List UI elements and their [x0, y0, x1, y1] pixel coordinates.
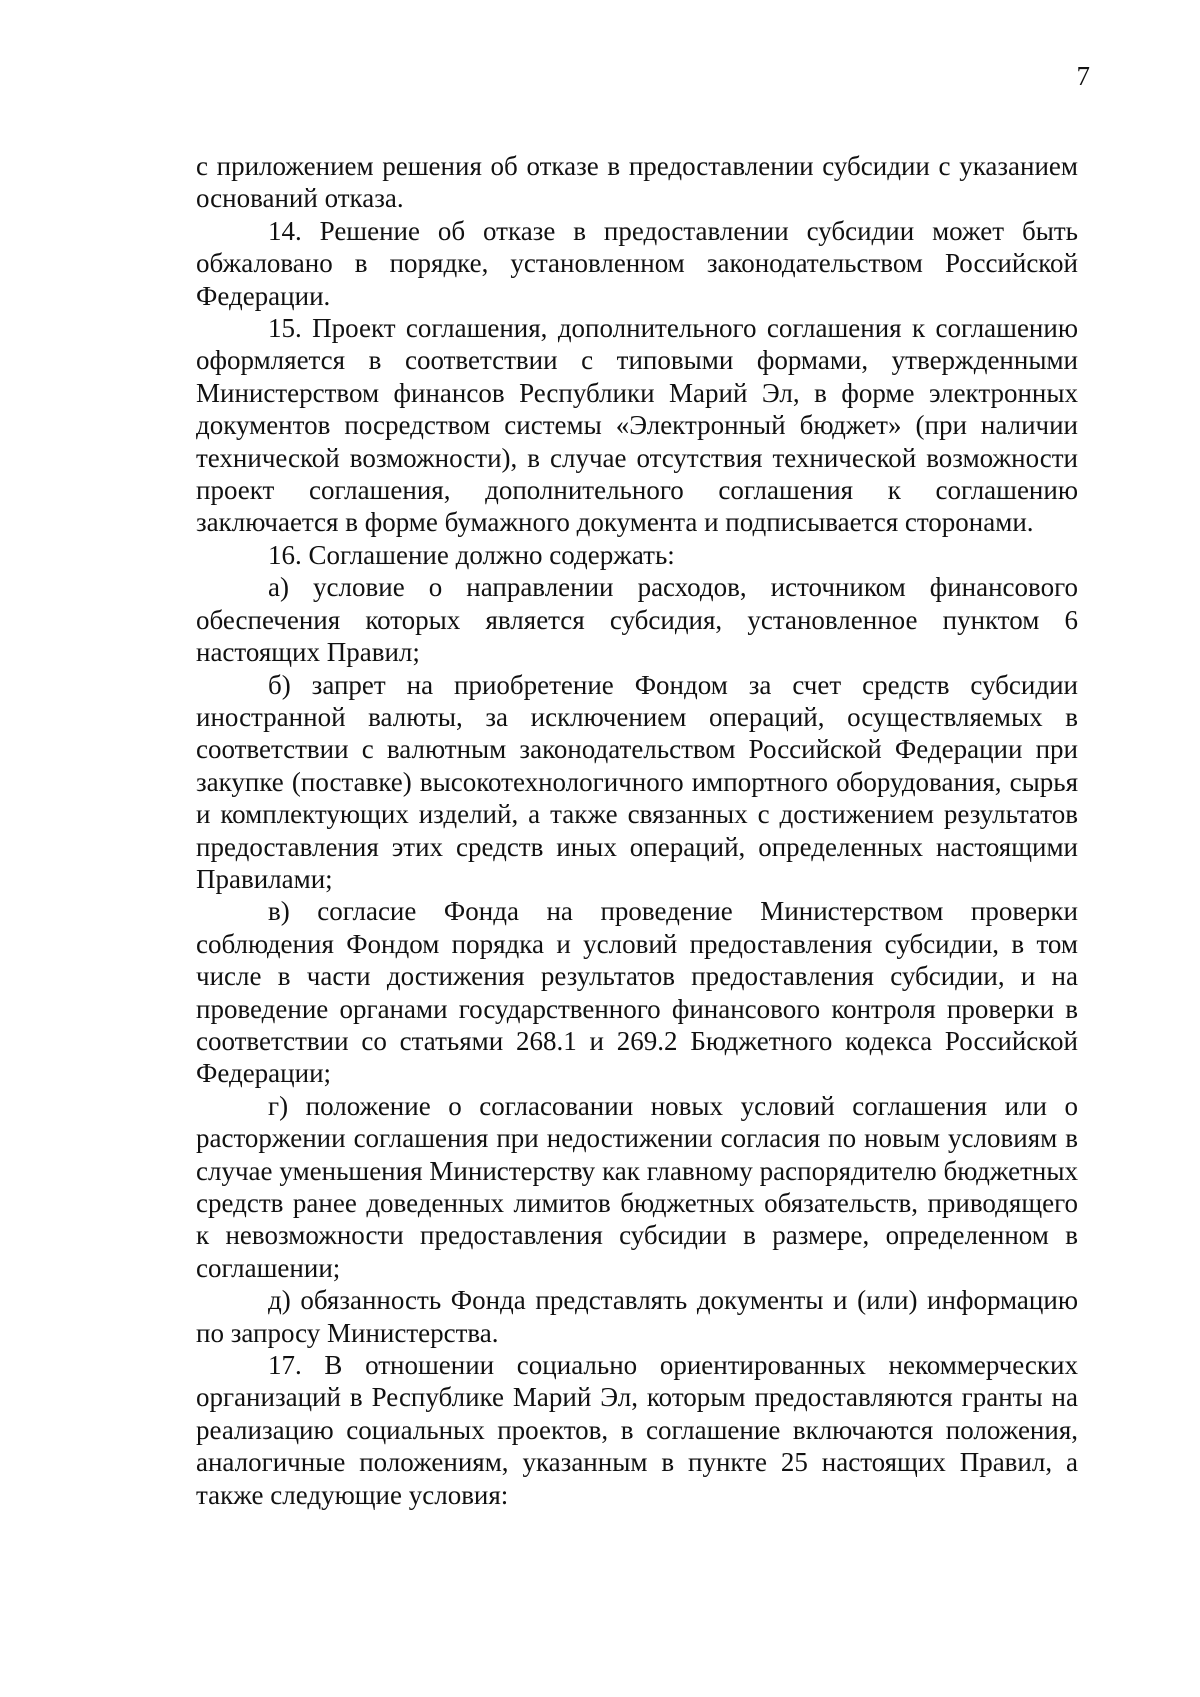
page-number: 7: [1076, 61, 1090, 91]
paragraph-16: 16. Соглашение должно содержать:: [268, 539, 675, 570]
paragraph-16-v: в) согласие Фонда на проведение Министерством проверки соблюдения Фондом порядка и условий предоставления субсидии, в том числе в части достижения результатов предоставления субсидии, и на проведение органами государственного финансового контроля проверки в соответствии со статьями 268.1 и 269.2 Бюджетного кодекса Российской Федерации;: [196, 896, 1078, 1089]
paragraph-16-g: г) положение о согласовании новых условий соглашения или о расторжении соглашения при недостижении согласия по новым условиям в случае уменьшения Министерству как главному распорядителю бюджетных средств ранее доведенных лимитов бюджетных обязательств, приводящего к невозможности предоставления субсидии в размере, определенном в соглашении;: [196, 1090, 1078, 1283]
paragraph-16-d: д) обязанность Фонда представлять документы и (или) информацию по запросу Министерства.: [196, 1285, 1078, 1348]
paragraph-refusal-continuation: с приложением решения об отказе в предоставлении субсидии с указанием оснований отказа.: [196, 151, 1078, 214]
paragraph-16-b: б) запрет на приобретение Фондом за счет средств субсидии иностранной валюты, за исключением операций, осуществляемых в соответствии с валютным законодательством Российской Федерации при закупке (поставке) высокотехнологичного импортного оборудования, сырья и комплектующих изделий, а также связанных с достижением результатов предоставления этих средств иных операций, определенных настоящими Правилами;: [196, 669, 1078, 894]
paragraph-17: 17. В отношении социально ориентированных некоммерческих организаций в Республике Марий Эл, которым предоставляются гранты на реализацию социальных проектов, в соглашение включаются положения, аналогичные положениям, указанным в пункте 25 настоящих Правил, а также следующие условия:: [196, 1350, 1078, 1510]
document-body: [196, 150, 1078, 1511]
paragraph-16-a: а) условие о направлении расходов, источником финансового обеспечения которых является субсидия, установленное пунктом 6 настоящих Правил;: [196, 572, 1078, 668]
paragraph-14: 14. Решение об отказе в предоставлении субсидии может быть обжаловано в порядке, установленном законодательством Российской Федерации.: [196, 215, 1078, 311]
paragraph-15: 15. Проект соглашения, дополнительного соглашения к соглашению оформляется в соответствии с типовыми формами, утвержденными Министерством финансов Республики Марий Эл, в форме электронных документов посредством системы «Электронный бюджет» (при наличии технической возможности), в случае отсутствия технической возможности проект соглашения, дополнительного соглашения к соглашению заключается в форме бумажного документа и подписывается сторонами.: [196, 313, 1078, 538]
